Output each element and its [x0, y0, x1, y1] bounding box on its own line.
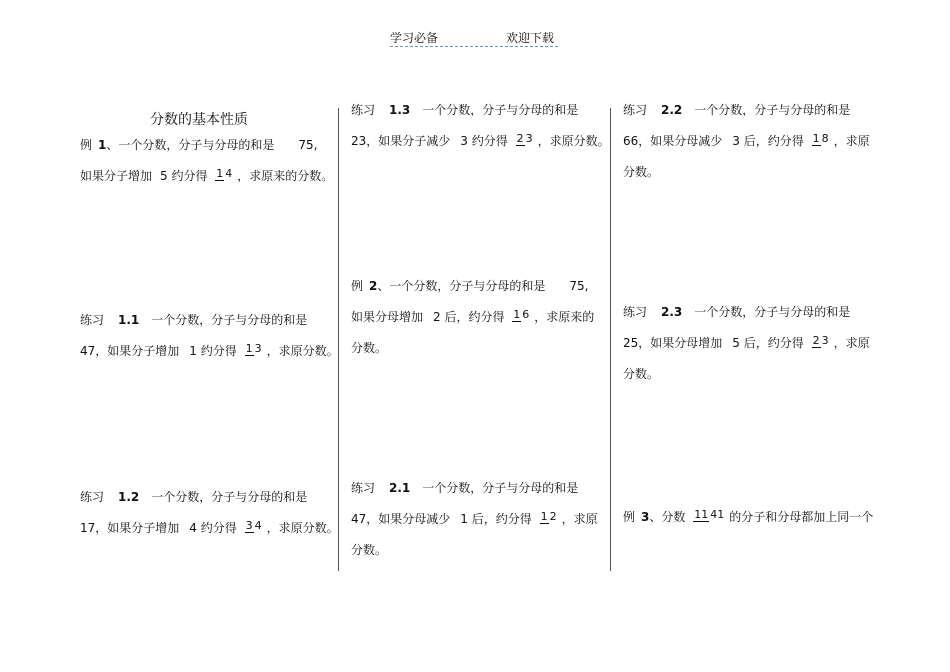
example-2: [351, 277, 601, 370]
text: 3 约分得: [460, 133, 508, 148]
text: 例: [351, 278, 364, 293]
text: 5 约分得: [160, 168, 208, 183]
text: 66，如果分母减少: [623, 133, 723, 148]
number-label: 1.3: [389, 102, 411, 117]
text: 2 后，约分得: [433, 309, 505, 324]
practice-1-2: [80, 488, 339, 550]
fraction: 11 41: [694, 507, 725, 521]
fraction: 1 6: [513, 307, 530, 321]
practice-1-3: [351, 101, 610, 163]
text: 1 约分得: [189, 343, 237, 358]
text: 分数。: [623, 366, 660, 381]
text: 47，如果分子增加: [80, 343, 180, 358]
text: 一个分数，分子与分母的和是: [422, 480, 579, 495]
text: 、一个分数，分子与分母的和是: [106, 137, 275, 152]
fraction: 2 3: [812, 333, 829, 347]
fraction: 2 3: [516, 131, 533, 145]
practice-2-3: [623, 303, 873, 396]
practice-1-1: [80, 311, 339, 373]
text: 75,: [298, 137, 318, 152]
text: 的分子和分母都加上同一个: [729, 509, 874, 524]
practice-2-2: [623, 101, 873, 194]
text: 17，如果分子增加: [80, 520, 180, 535]
number-label: 3: [641, 509, 650, 524]
text: 如果分子增加: [80, 168, 153, 183]
text: 练习: [351, 480, 376, 495]
fraction: 1 2: [540, 509, 557, 523]
column-divider-1: [338, 108, 339, 571]
number-label: 1.1: [118, 312, 140, 327]
text: 练习: [351, 102, 376, 117]
text: 4 约分得: [189, 520, 237, 535]
number-label: 2.1: [389, 480, 411, 495]
text: 25，如果分母增加: [623, 335, 723, 350]
text: ，求原来的分数。: [237, 168, 334, 183]
page-title: 分数的基本性质: [150, 112, 248, 128]
fraction: 3 4: [245, 518, 262, 532]
number-label: 1: [98, 137, 107, 152]
number-label: 2.3: [661, 304, 683, 319]
fraction: 1 8: [812, 131, 829, 145]
text: ，求原分数。: [266, 343, 339, 358]
text: 一个分数，分子与分母的和是: [151, 489, 308, 504]
text: 3 后，约分得: [732, 133, 804, 148]
header-left-text: 学习必备: [390, 31, 439, 45]
text: ，求原分数。: [266, 520, 339, 535]
text: 75,: [569, 278, 589, 293]
text: ，求原: [561, 511, 598, 526]
fraction: 1 4: [216, 166, 233, 180]
text: 、分数: [649, 509, 686, 524]
text: ，求原分数。: [537, 133, 610, 148]
text: 分数。: [623, 164, 660, 179]
text: 一个分数，分子与分母的和是: [694, 304, 851, 319]
text: 、一个分数，分子与分母的和是: [377, 278, 546, 293]
page-header: [390, 30, 558, 47]
text: 如果分母增加: [351, 309, 424, 324]
header-right-text: 欢迎下载: [506, 31, 555, 45]
text: 例: [80, 137, 93, 152]
text: 练习: [80, 312, 105, 327]
example-1: [80, 136, 334, 198]
text: 例: [623, 509, 636, 524]
text: ，求原: [833, 335, 870, 350]
example-3: [623, 508, 873, 539]
text: 分数。: [351, 542, 388, 557]
practice-2-1: [351, 479, 601, 572]
text: 练习: [80, 489, 105, 504]
text: ，求原来的: [534, 309, 595, 324]
text: ，求原: [833, 133, 870, 148]
column-divider-2: [610, 108, 611, 571]
text: 分数。: [351, 340, 388, 355]
fraction: 1 3: [245, 341, 262, 355]
text: 1 后，约分得: [460, 511, 532, 526]
text: 23，如果分子减少: [351, 133, 451, 148]
text: 一个分数，分子与分母的和是: [422, 102, 579, 117]
number-label: 2.2: [661, 102, 683, 117]
number-label: 1.2: [118, 489, 140, 504]
text: 一个分数，分子与分母的和是: [151, 312, 308, 327]
text: 练习: [623, 304, 648, 319]
text: 5 后，约分得: [732, 335, 804, 350]
text: 练习: [623, 102, 648, 117]
text: 47，如果分母减少: [351, 511, 451, 526]
number-label: 2: [369, 278, 378, 293]
text: 一个分数，分子与分母的和是: [694, 102, 851, 117]
